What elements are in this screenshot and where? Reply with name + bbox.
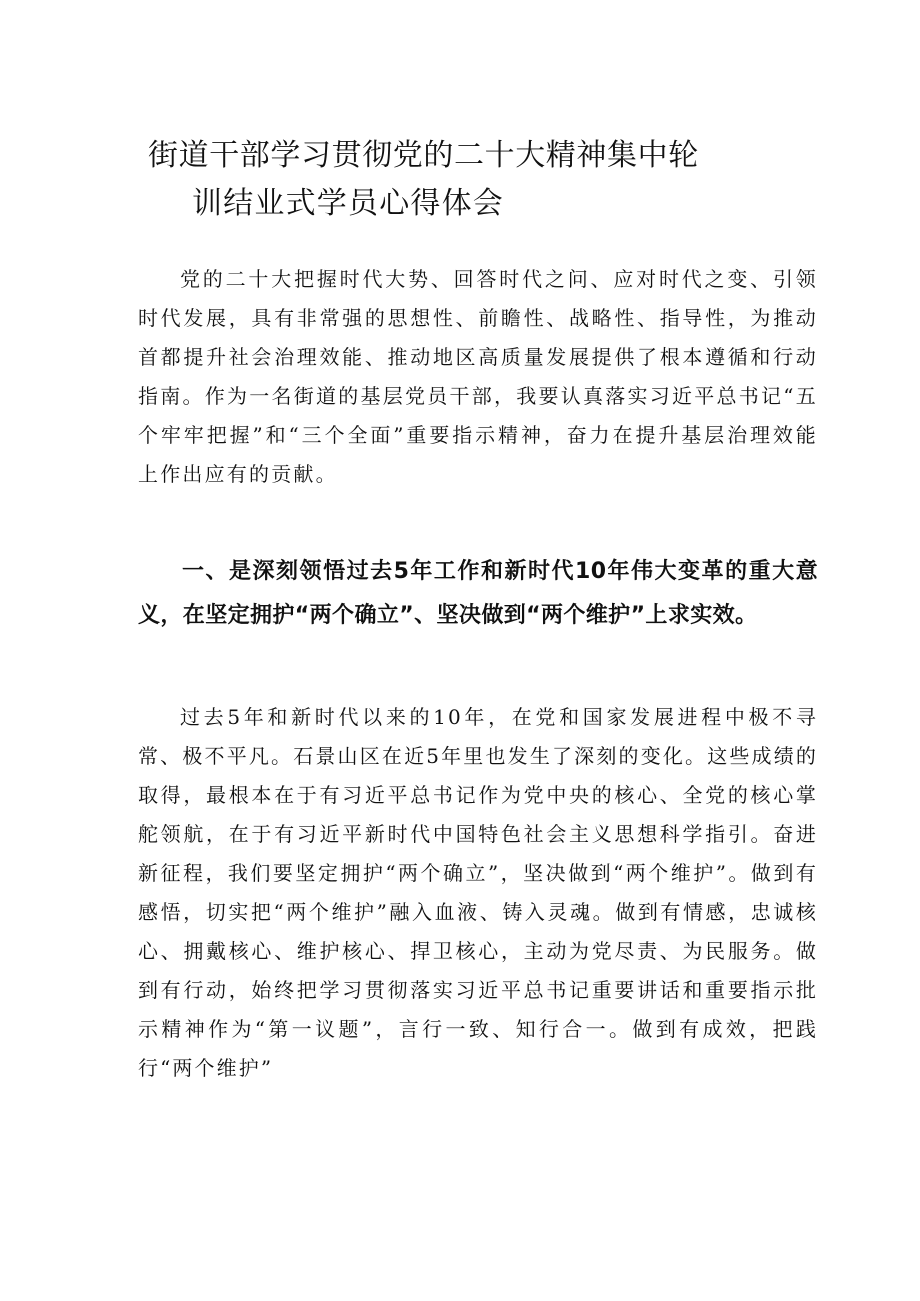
document-title-line-2: 训结业式学员心得体会: [192, 186, 504, 221]
section-heading-1: 一、是深刻领悟过去5年工作和新时代10年伟大变革的重大意义，在坚定拥护“两个确立”、坚决做到“两个维护”上求实效。: [138, 559, 818, 628]
section-1-paragraph: 过去5年和新时代以来的10年，在党和国家发展进程中极不寻常、极不平凡。石景山区在近5年里也发生了深刻的变化。这些成绩的取得，最根本在于有习近平总书记作为党中央的核心、全党的核心掌舵领航，在于有习近平新时代中国特色社会主义思想科学指引。奋进新征程，我们要坚定拥护“两个确立”，坚决做到“两个维护”。做到有感悟，切实把“两个维护”融入血液、铸入灵魂。做到有情感，忠诚核心、拥戴核心、维护核心、捍卫核心，主动为党尽责、为民服务。做到有行动，始终把学习贯彻落实习近平总书记重要讲话和重要指示批示精神作为“第一议题”，言行一致、知行合一。做到有成效，把践行“两个维护”: [138, 705, 818, 1080]
intro-paragraph: 党的二十大把握时代大势、回答时代之问、应对时代之变、引领时代发展，具有非常强的思想性、前瞻性、战略性、指导性，为推动首都提升社会治理效能、推动地区高质量发展提供了根本遵循和行动指南。作为一名街道的基层党员干部，我要认真落实习近平总书记“五个牢牢把握”和“三个全面”重要指示精神，奋力在提升基层治理效能上作出应有的贡献。: [138, 267, 818, 486]
document-title-line-1: 街道干部学习贯彻党的二十大精神集中轮: [148, 138, 699, 173]
